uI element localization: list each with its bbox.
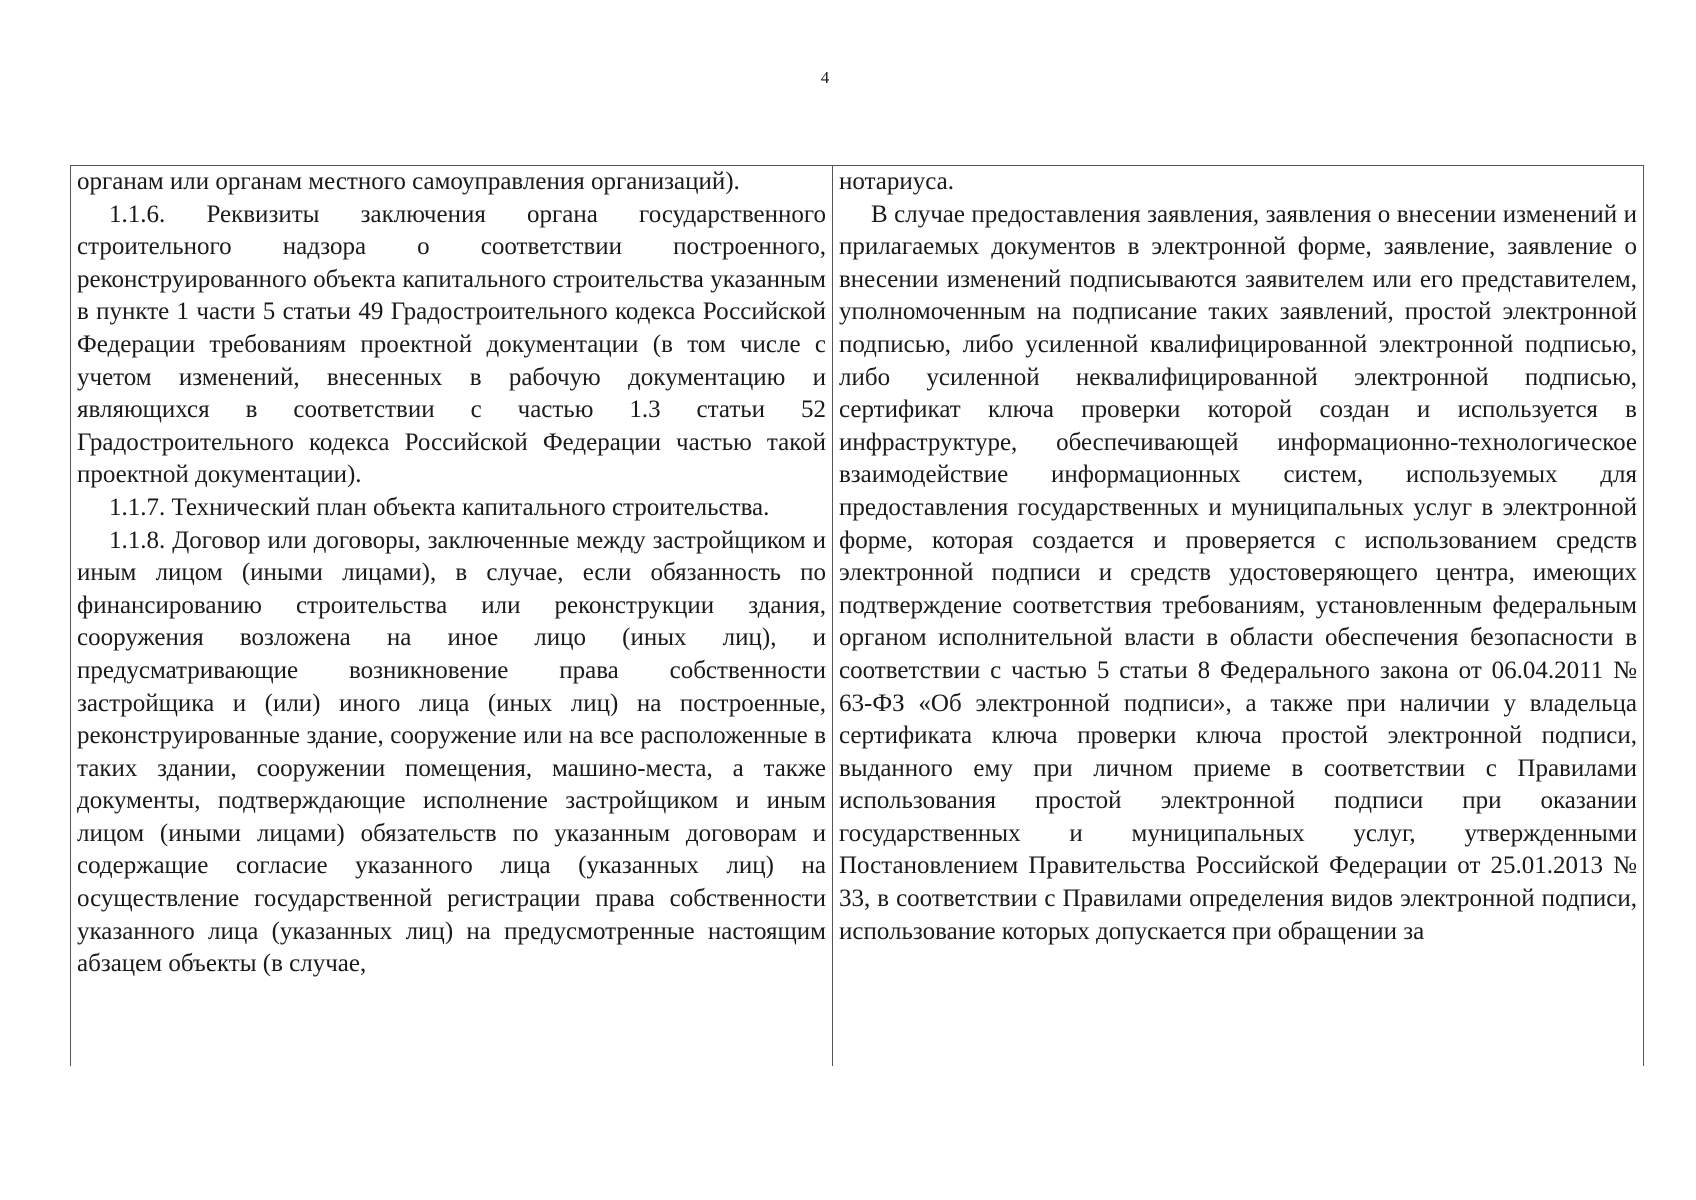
right-paragraph-2: В случае предоставления заявления, заявления о внесении изменений и прилагаемых документов в электронной форме, заявление, заявление о внесении изменений подписываются заявителем или его представителем, уполномоченным на подписание таких заявлений, простой электронной подписью, либо усиленной квалифицированной электронной подписью, либо усиленной неквалифицированной электронной подписью, сертификат ключа проверки которой создан и используется в инфраструктуре, обеспечивающей информационно-технологическое взаимодействие информационных систем, используемых для предоставления государственных и муниципальных услуг в электронной форме, которая создается и проверяется с использованием средств электронной подписи и средств удостоверяющего центра, имеющих подтверждение соответствия требованиям, установленным федеральным органом исполнительной власти в области обеспечения безопасности в соответствии с частью 5 статьи 8 Федерального закона от 06.04.2011 № 63-ФЗ «Об электронной подписи», а также при наличии у владельца сертификата ключа проверки ключа простой электронной подписи, выданного ему при личном приеме в соответствии с Правилами использования простой электронной подписи при оказании государственных и муниципальных услуг, утвержденными Постановлением Правительства Российской Федерации от 25.01.2013 № 33, в соответствии с Правилами определения видов электронной подписи, использование которых допускается при обращении за — [839, 200, 1637, 945]
left-paragraph-1: органам или органам местного самоуправления организаций). — [77, 168, 740, 195]
right-column — [833, 166, 1643, 1066]
left-paragraph-1-1-6: 1.1.6. Реквизиты заключения органа государственного строительного надзора о соответствии построенного, реконструированного объекта капитального строительства указанным в пункте 1 части 5 статьи 49 Градостроительного кодекса Российской Федерации требованиям проектной документации (в том числе с учетом изменений, внесенных в рабочую документацию и являющихся в соответствии с частью 1.3 статьи 52 Градостроительного кодекса Российской Федерации частью такой проектной документации). — [77, 200, 826, 489]
left-column — [71, 166, 833, 1066]
right-paragraph-1: нотариуса. — [839, 168, 955, 195]
left-paragraph-1-1-7: 1.1.7. Технический план объекта капитального строительства. — [109, 493, 770, 521]
page-number: 4 — [820, 68, 830, 87]
two-column-table — [70, 165, 1644, 1066]
left-paragraph-1-1-8: 1.1.8. Договор или договоры, заключенные между застройщиком и иным лицом (иными лицами), в случае, если обязанность по финансированию строительства или реконструкции здания, сооружения возложена на иное лицо (иных лиц), и предусматривающие возникновение права собственности застройщика и (или) иного лица (иных лиц) на построенные, реконструированные здание, сооружение или на все расположенные в таких здании, сооружении помещения, машино-места, а также документы, подтверждающие исполнение застройщиком и иным лицом (иными лицами) обязательств по указанным договорам и содержащие согласие указанного лица (указанных лиц) на осуществление государственной регистрации права собственности указанного лица (указанных лиц) на предусмотренные настоящим абзацем объекты (в случае, — [77, 526, 826, 978]
